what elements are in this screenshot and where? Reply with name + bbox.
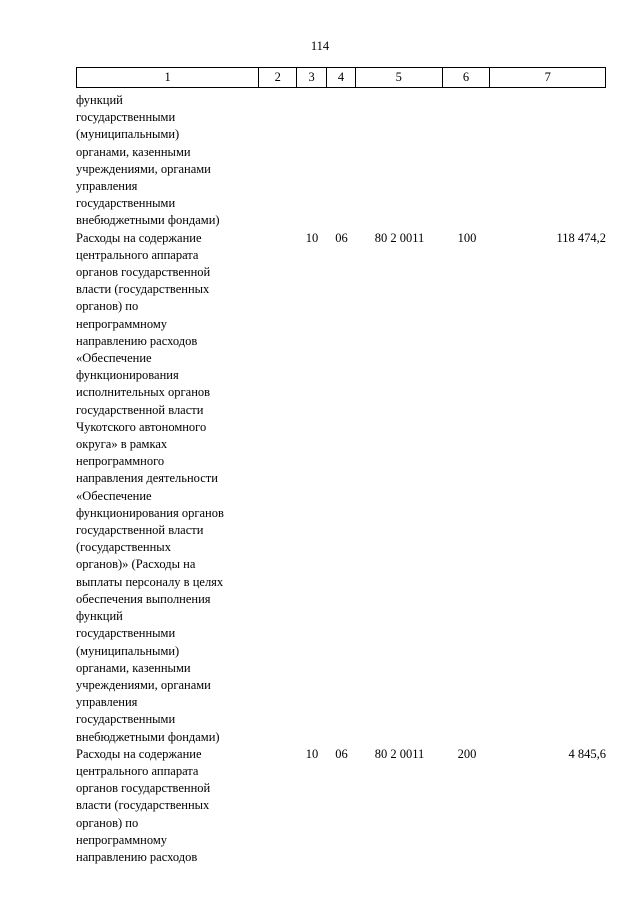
header-cell-2: 2 [259,68,297,87]
table-body [76,92,606,866]
header-cell-5: 5 [356,68,443,87]
row-description: Расходы на содержание центрального аппарата органов государственной власти (государственных органов) по непрограммному направлению расходов [76,746,211,864]
row-description: функций государственными (муниципальными) органами, казенными учреждениями, органами управления государственными внебюджетными фондами) [76,93,220,228]
header-cell-1: 1 [77,68,259,87]
row-col-4: 06 [335,746,348,761]
row-col-7: 118 474,2 [556,230,606,245]
row-col-5: 80 2 0011 [374,230,425,245]
row-col-6: 200 [457,746,477,761]
row-col-7: 4 845,6 [568,746,606,761]
row-col-3: 10 [305,230,319,245]
table-row [76,92,606,230]
table-header [76,67,606,88]
header-cell-6: 6 [443,68,491,87]
row-description: Расходы на содержание центрального аппарата органов государственной власти (государственных органов) по непрограммному направлению расходов «Обеспечение функционирования исполнительных органов государственной власти Чукотского автономного округа» в рамках непрограммного направления деятельности «Обеспечение функционирования органов государственной власти (государственных органов)» (Расходы на выплаты персоналу в целях обеспечения выполнения функций государственными (муниципальными) органами, казенными учреждениями, органами управления государственными внебюджетными фондами) [76,230,224,744]
table-row [76,746,606,866]
table-row [76,230,606,746]
header-cell-7: 7 [544,70,551,84]
page-number: 114 [310,39,330,53]
row-col-5: 80 2 0011 [374,746,425,761]
header-cell-4: 4 [327,68,356,87]
row-col-4: 06 [335,230,348,245]
row-col-3: 10 [305,746,319,761]
row-col-6: 100 [457,230,477,245]
header-cell-3: 3 [297,68,327,87]
